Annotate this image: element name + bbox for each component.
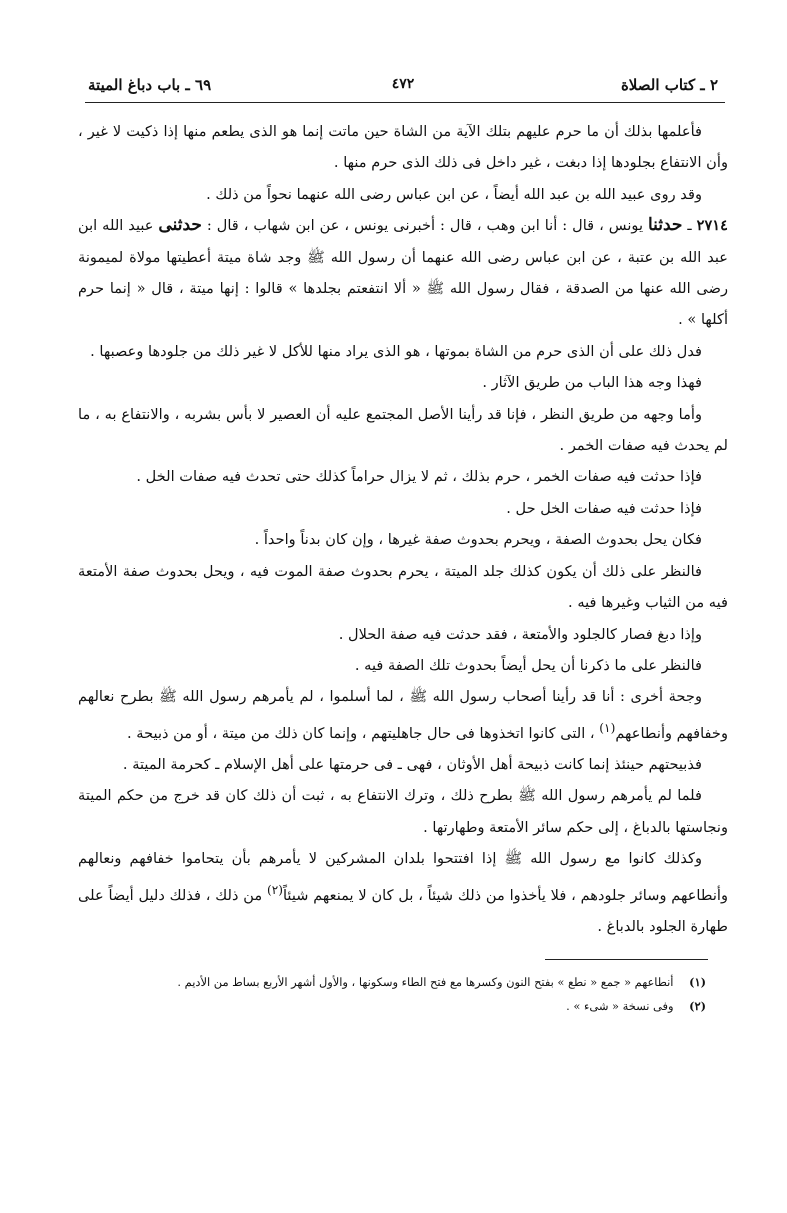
paragraph: فإذا حدثت فيه صفات الخمر ، حرم بذلك ، ثم لا يزال حراماً كذلك حتى تحدث فيه صفات الخل . <box>136 468 702 486</box>
footnote-number: (١) <box>689 975 706 989</box>
footnotes <box>110 970 706 1018</box>
main-text <box>78 116 728 942</box>
hadith-text-2: عبيد الله ابن عبد الله بن عتبة ، عن ابن عباس رضى الله عنهما أن رسول الله ﷺ وجد شاة ميتة أعطيتها مولاة لميمونة رضى الله عنها من <box>78 217 729 298</box>
paragraph-part: ، التى كانوا اتخذوها فى حال جاهليتهم ، وإنما كان ذلك من ميتة ، أو من ذبيحة . <box>127 724 595 742</box>
paragraph: فلما لم يأمرهم رسول الله ﷺ بطرح ذلك ، وترك الانتفاع به ، ثبت أن ذلك كان قد خرج من حكم الميتة ونجاستها بالدباغ ، إلى حكم سائر الأمتعة وطهارتها . <box>78 787 728 836</box>
paragraph: فإذا حدثت فيه صفات الخل حل . <box>506 499 702 517</box>
footnote-mark: (١) <box>599 720 616 735</box>
header-chapter-title: ٦٩ ـ باب دباغ الميتة <box>88 76 212 94</box>
paragraph <box>78 681 728 749</box>
footnote-rule <box>545 959 708 960</box>
footnote-text: أنطاعهم « جمع « نطع » بفتح النون وكسرها مع فتح الطاء وسكونها ، والأول أشهر الأربع بساط من الأديم . <box>177 975 674 989</box>
header-rule <box>85 102 725 103</box>
paragraph: فكان يحل بحدوث الصفة ، ويحرم بحدوث صفة غيرها ، وإن كان بدناً واحداً . <box>254 531 702 549</box>
running-header <box>88 76 718 100</box>
paragraph <box>78 843 728 942</box>
page-number: ٤٧٢ <box>391 76 415 92</box>
hadith-keyword-2: حدثنى <box>158 215 202 236</box>
paragraph-part: من ذلك ، فذلك دليل أيضاً على طهارة الجلود بالدباغ . <box>78 886 728 935</box>
hadith-text-3: الصدقة ، فقال رسول الله ﷺ « ألا انتفعتم بجلدها » قالوا : إنها ميتة ، قال « إنما حرم أكلها » . <box>78 280 728 329</box>
paragraph: فهذا وجه هذا الباب من طريق الآثار . <box>482 374 702 392</box>
footnote-number: (٢) <box>689 999 706 1013</box>
footnote <box>110 970 706 994</box>
footnote-mark: (٢) <box>266 882 283 897</box>
paragraph: فذبيحتهم حينئذ إنما كانت ذبيحة أهل الأوثان ، فهى ـ فى حرمتها على أهل الإسلام ـ كحرمة الميتة . <box>122 755 702 773</box>
paragraph: وقد روى عبيد الله بن عبد الله أيضاً ، عن ابن عباس رضى الله عنهما نحواً من ذلك . <box>206 185 702 203</box>
footnote-text: وفى نسخة « شىء » . <box>566 999 674 1013</box>
paragraph: فدل ذلك على أن الذى حرم من الشاة بموتها ، هو الذى يراد منها للأكل لا غير ذلك من جلودها وعصبها . <box>90 342 702 360</box>
paragraph: فأعلمها بذلك أن ما حرم عليهم بتلك الآية من الشاة حين ماتت إنما هو الذى يطعم منها إذا ذكيت لا غير ، وأن الانتفاع بجلودها إذا دبغت ، غير داخل فى ذلك الذى حرم منها . <box>78 123 728 172</box>
footnote <box>110 994 706 1018</box>
paragraph-part: وكذلك كانوا مع رسول الله ﷺ إذا افتتحوا بلدان المشركين لا يأمرهم بأن يتحاموا خفافهم ونعالهم وأنطاعهم وسائر جلودهم ، فلا يأخذوا من ذلك شيئاً ، بل كان لا يمنعهم شيئاً <box>78 850 728 904</box>
paragraph-part: وجحة أخرى : أنا قد رأينا أصحاب رسول الله ﷺ ، لما أسلموا ، لم يأمرهم رسول الله ﷺ بطرح نعالهم وخفافهم وأنطاعهم <box>78 688 728 742</box>
paragraph: فالنظر على ما ذكرنا أن يحل أيضاً بحدوث تلك الصفة فيه . <box>354 656 702 674</box>
hadith-paragraph: ٢٧١٤ ـ حدثنا يونس ، قال : أنا ابن وهب ، قال : أخبرنى يونس ، عن ابن شهاب ، قال : حدثنى عبيد الله ابن عبد الله بن عتبة ، عن ابن عباس رضى الله عنهما أن رسول الله ﷺ وجد شاة ميتة أعطيتها مولاة لميمونة رضى الله عنها من الصدقة ، فقال رسول الله ﷺ « ألا انتفعتم بجلدها » قالوا : إنها ميتة ، قال « إنما حرم أكلها » . <box>78 215 729 329</box>
paragraph: وأما وجهه من طريق النظر ، فإنا قد رأينا الأصل المجتمع عليه أن العصير لا بأس بشربه ، والانتفاع به ، ما لم يحدث فيه صفات الخمر . <box>78 405 728 455</box>
paragraph: فالنظر على ذلك أن يكون كذلك جلد الميتة ، يحرم بحدوث صفة الموت فيه ، ويحل بحدوث صفة الأمتعة فيه من الثياب وغيرها فيه . <box>78 562 728 612</box>
header-book-title: ٢ ـ كتاب الصلاة <box>620 76 718 94</box>
hadith-number: ٢٧١٤ <box>696 217 728 235</box>
hadith-text: يونس ، قال : أنا ابن وهب ، قال : أخبرنى يونس ، عن ابن شهاب ، قال : <box>206 217 643 235</box>
paragraph: وإذا دبغ فصار كالجلود والأمتعة ، فقد حدثت فيه صفة الحلال . <box>338 625 702 643</box>
hadith-keyword: حدثنا <box>647 215 683 236</box>
